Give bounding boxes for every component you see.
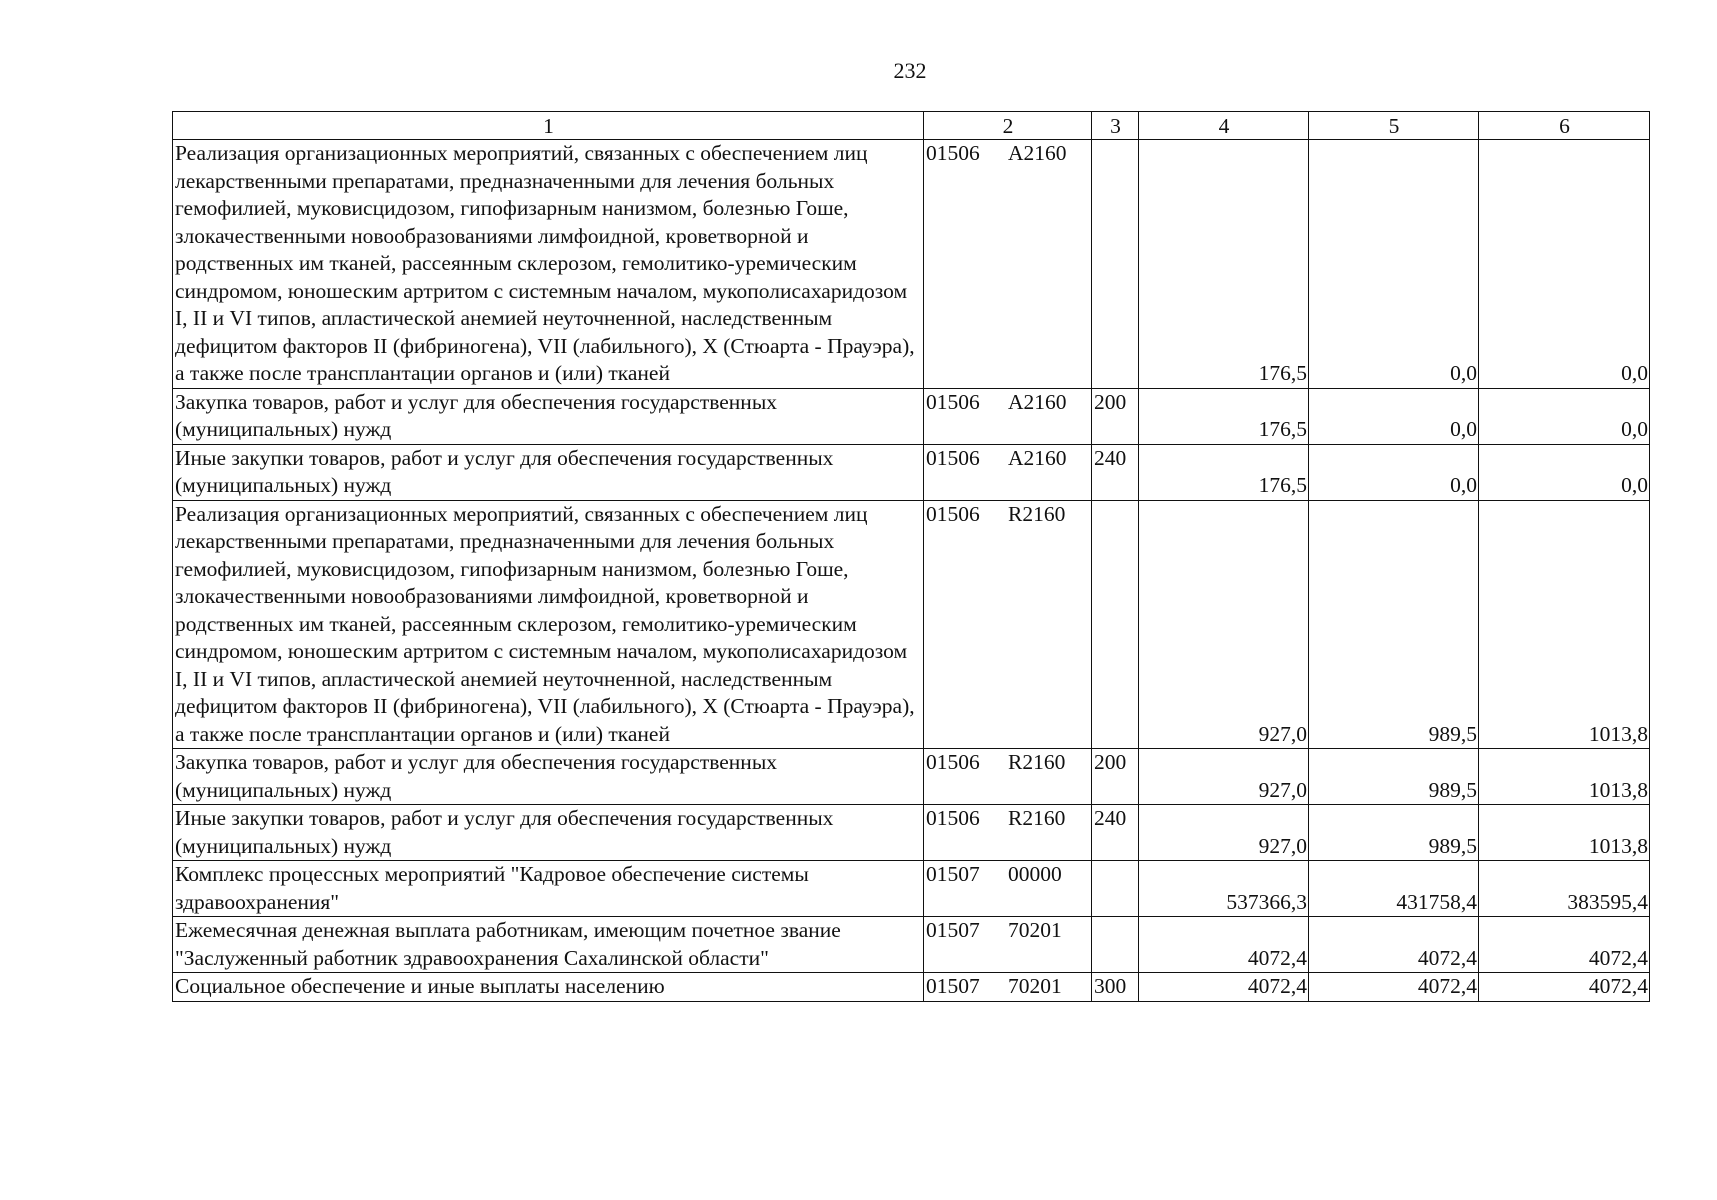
row-code [924, 973, 1092, 1002]
table-row [173, 861, 1650, 917]
expense-type: 300 [1092, 973, 1139, 1002]
value-col-6: 1013,8 [1479, 749, 1650, 805]
program-code: 01506 [926, 750, 980, 774]
value-col-4: 927,0 [1139, 500, 1309, 749]
row-name: Социальное обеспечение и иные выплаты населению [173, 973, 924, 1002]
direction-code: 00000 [1008, 862, 1062, 886]
row-name: Ежемесячная денежная выплата работникам, имеющим почетное звание "Заслуженный работник здравоохранения Сахалинской области" [173, 917, 924, 973]
direction-code: А2160 [1008, 445, 1067, 470]
expense-type: 200 [1092, 388, 1139, 444]
row-code [924, 140, 1092, 389]
row-code [924, 444, 1092, 500]
row-code [924, 805, 1092, 861]
table-row [173, 500, 1650, 749]
row-name: Закупка товаров, работ и услуг для обеспечения государственных (муниципальных) нужд [173, 388, 924, 444]
column-header: 5 [1309, 112, 1479, 140]
row-name: Иные закупки товаров, работ и услуг для обеспечения государственных (муниципальных) нужд [173, 805, 924, 861]
direction-code: R2160 [1008, 750, 1066, 774]
value-col-6: 0,0 [1479, 444, 1650, 500]
column-header: 3 [1092, 112, 1139, 140]
direction-code: 70201 [1008, 918, 1062, 942]
direction-code: А2160 [1008, 389, 1067, 414]
column-header: 4 [1139, 112, 1309, 140]
program-code: 01506 [926, 389, 980, 414]
expense-type [1092, 500, 1139, 749]
program-code: 01506 [926, 445, 980, 470]
table-row [173, 749, 1650, 805]
value-col-6: 1013,8 [1479, 500, 1650, 749]
row-code [924, 388, 1092, 444]
value-col-6: 0,0 [1479, 388, 1650, 444]
program-code: 01507 [926, 862, 980, 886]
value-col-5: 989,5 [1309, 805, 1479, 861]
value-col-4: 537366,3 [1139, 861, 1309, 917]
page-number: 232 [893, 58, 927, 83]
table-row [173, 805, 1650, 861]
column-header: 1 [173, 112, 924, 140]
value-col-6: 383595,4 [1479, 861, 1650, 917]
direction-code: R2160 [1008, 806, 1066, 830]
table-row [173, 973, 1650, 1002]
value-col-5: 989,5 [1309, 500, 1479, 749]
value-col-4: 176,5 [1139, 444, 1309, 500]
expense-type [1092, 861, 1139, 917]
expense-type [1092, 917, 1139, 973]
value-col-4: 4072,4 [1139, 973, 1309, 1002]
value-col-5: 4072,4 [1309, 973, 1479, 1002]
value-col-5: 431758,4 [1309, 861, 1479, 917]
row-code [924, 500, 1092, 749]
row-code [924, 917, 1092, 973]
direction-code: А2160 [1008, 141, 1067, 165]
expense-type [1092, 140, 1139, 389]
value-col-5: 0,0 [1309, 388, 1479, 444]
table-row [173, 444, 1650, 500]
row-name: Реализация организационных мероприятий, связанных с обеспечением лиц лекарственными препаратами, предназначенными для лечения больных гемофилией, муковисцидозом, гипофизарным нанизмом, болезнью Гоше, злокачественными новообразованиями лимфоидной, кроветворной и родственных им тканей, рассеянным склерозом, гемолитико-уремическим синдромом, юношеским артритом с системным началом, мукополисахаридозом I, II и VI типов, апластической анемией неуточненной, наследственным дефицитом факторов II (фибриногена), VII (лабильного), X (Стюарта - Прауэра), а также после трансплантации органов и (или) тканей [173, 140, 924, 389]
row-code [924, 861, 1092, 917]
row-code [924, 749, 1092, 805]
value-col-5: 4072,4 [1309, 917, 1479, 973]
direction-code: 70201 [1008, 974, 1062, 998]
table-header-row [173, 112, 1650, 140]
value-col-4: 4072,4 [1139, 917, 1309, 973]
program-code: 01507 [926, 974, 980, 998]
value-col-5: 0,0 [1309, 444, 1479, 500]
value-col-4: 176,5 [1139, 140, 1309, 389]
expense-type: 240 [1092, 805, 1139, 861]
row-name: Комплекс процессных мероприятий "Кадровое обеспечение системы здравоохранения" [173, 861, 924, 917]
table-row [173, 140, 1650, 389]
table-row [173, 388, 1650, 444]
expense-type: 200 [1092, 749, 1139, 805]
row-name: Реализация организационных мероприятий, связанных с обеспечением лиц лекарственными препаратами, предназначенными для лечения больных гемофилией, муковисцидозом, гипофизарным нанизмом, болезнью Гоше, злокачественными новообразованиями лимфоидной, кроветворной и родственных им тканей, рассеянным склерозом, гемолитико-уремическим синдромом, юношеским артритом с системным началом, мукополисахаридозом I, II и VI типов, апластической анемией неуточненной, наследственным дефицитом факторов II (фибриногена), VII (лабильного), X (Стюарта - Прауэра), а также после трансплантации органов и (или) тканей [173, 500, 924, 749]
value-col-6: 4072,4 [1479, 917, 1650, 973]
value-col-5: 0,0 [1309, 140, 1479, 389]
value-col-4: 927,0 [1139, 805, 1309, 861]
value-col-4: 927,0 [1139, 749, 1309, 805]
program-code: 01506 [926, 806, 980, 830]
budget-table [172, 111, 1650, 1002]
program-code: 01506 [926, 141, 980, 165]
value-col-6: 0,0 [1479, 140, 1650, 389]
value-col-6: 1013,8 [1479, 805, 1650, 861]
direction-code: R2160 [1008, 501, 1066, 526]
value-col-4: 176,5 [1139, 388, 1309, 444]
row-name: Закупка товаров, работ и услуг для обеспечения государственных (муниципальных) нужд [173, 749, 924, 805]
row-name: Иные закупки товаров, работ и услуг для обеспечения государственных (муниципальных) нужд [173, 444, 924, 500]
program-code: 01506 [926, 501, 980, 526]
expense-type: 240 [1092, 444, 1139, 500]
column-header: 2 [924, 112, 1092, 140]
table-row [173, 917, 1650, 973]
column-header: 6 [1479, 112, 1650, 140]
value-col-6: 4072,4 [1479, 973, 1650, 1002]
value-col-5: 989,5 [1309, 749, 1479, 805]
program-code: 01507 [926, 918, 980, 942]
